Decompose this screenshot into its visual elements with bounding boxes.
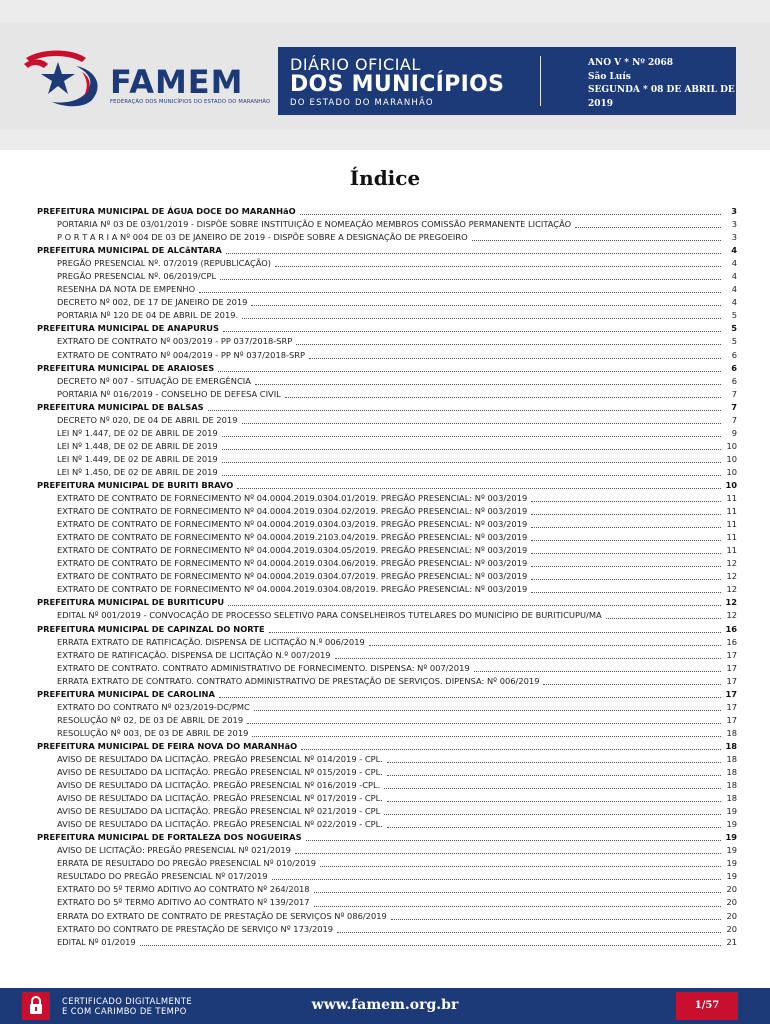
index-page-number: 19 [726,871,737,882]
diario-title-line2: DOS MUNICÍPIOS [290,72,505,97]
dot-leader [314,892,721,893]
index-page-number: 6 [731,349,737,360]
dot-leader [387,762,721,763]
index-item-title: EXTRATO DO 5º TERMO ADITIVO AO CONTRATO Nº 139/2017 [57,897,310,908]
dot-leader [369,645,721,646]
index-list [37,205,737,949]
dot-leader [222,436,721,437]
index-page-number: 4 [731,271,737,282]
index-item-row[interactable] [37,570,737,583]
index-item-title: DECRETO Nº 020, DE 04 DE ABRIL DE 2019 [57,414,238,425]
dot-leader [384,788,721,789]
index-page-number: 5 [731,336,737,347]
index-item-row[interactable] [37,296,737,309]
dot-leader [387,827,721,828]
index-item-title: DECRETO Nº 007 - SITUAÇÃO DE EMERGÊNCIA [57,375,251,386]
index-section-row[interactable] [37,244,737,257]
index-item-title: PREGÃO PRESENCIAL Nº. 07/2019 (REPUBLICAÇÃO) [57,258,272,269]
index-section-row[interactable] [37,623,737,636]
index-item-row[interactable] [37,870,737,883]
index-page-number: 19 [726,858,737,869]
dot-leader [226,253,721,254]
index-item-row[interactable] [37,453,737,466]
dot-leader [314,906,721,907]
index-page-number: 3 [731,206,737,216]
index-item-title: PORTARIA Nº 03 DE 03/01/2019 - DISPÕE SOBRE INSTITUIÇÃO E NOMEAÇÃO MEMBROS COMISSÃO PERMANENTE LICITAÇÃO [57,219,572,230]
index-item-row[interactable] [37,662,737,675]
index-page-number: 10 [726,453,737,464]
index-page-number: 17 [726,662,737,673]
dot-leader [242,318,721,319]
index-item-row[interactable] [37,857,737,870]
index-item-title: AVISO DE LICITAÇÃO: PREGÃO PRESENCIAL Nº 021/2019 [57,845,291,856]
dot-leader [531,514,721,515]
index-page-number: 11 [726,506,737,517]
dot-leader [295,853,721,854]
index-page-number: 11 [726,519,737,530]
index-item-title: LEI Nº 1.447, DE 02 DE ABRIL DE 2019 [57,427,218,438]
index-item-row[interactable] [37,309,737,322]
index-item-row[interactable] [37,714,737,727]
index-section-title: PREFEITURA MUNICIPAL DE BURITICUPU [37,597,225,608]
dot-leader [252,736,721,737]
dot-leader [255,384,721,385]
index-page-number: 4 [731,258,737,269]
index-section-row[interactable] [37,205,737,218]
index-item-title: EXTRATO DE CONTRATO DE FORNECIMENTO Nº 04.0004.2019.2103.04/2019. PREGÃO PRESENCIAL: Nº 003/2019 [57,532,528,543]
dot-leader [296,344,721,345]
index-item-title: AVISO DE RESULTADO DA LICITAÇÃO. PREGÃO PRESENCIAL Nº 014/2019 - CPL. [57,753,383,764]
index-section-title: PREFEITURA MUNICIPAL DE CAROLINA [37,688,215,699]
index-item-row[interactable] [37,636,737,649]
index-section-title: PREFEITURA MUNICIPAL DE FEIRA NOVA DO MARANHãO [37,740,298,751]
index-item-title: RESOLUÇÃO Nº 02, DE 03 DE ABRIL DE 2019 [57,714,244,725]
index-section-row[interactable] [37,479,737,492]
dot-leader [320,866,721,867]
dot-leader [391,919,721,920]
index-section-row[interactable] [37,831,737,844]
page-number: 1/57 [694,1000,720,1011]
index-item-row[interactable] [37,427,737,440]
issue-info [588,57,736,111]
index-item-title: P O R T A R I A Nº 004 DE 03 DE JANEIRO DE 2019 - DISPÕE SOBRE A DESIGNAÇÃO DE PREGOEIRO [57,232,468,243]
index-item-title: RESENHA DA NOTA DE EMPENHO [57,284,196,295]
index-item-row[interactable] [37,557,737,570]
index-item-title: AVISO DE RESULTADO DA LICITAÇÃO. PREGÃO PRESENCIAL Nº 022/2019 - CPL. [57,819,383,830]
index-section-title: PREFEITURA MUNICIPAL DE ANAPURUS [37,323,219,334]
dot-leader [285,397,721,398]
index-page-number: 16 [726,636,737,647]
dot-leader [222,462,721,463]
dot-leader [140,945,721,946]
index-page-number: 20 [726,897,737,908]
index-page-number: 10 [726,440,737,451]
index-page-number: 12 [726,610,737,621]
index-page-number: 6 [731,375,737,386]
index-page-number: 12 [726,558,737,569]
index-section-title: PREFEITURA MUNICIPAL DE ALCâNTARA [37,245,222,256]
index-item-row[interactable] [37,218,737,231]
page-footer [0,988,770,1024]
index-page-number: 10 [725,479,737,490]
dot-leader [335,658,721,659]
index-item-row[interactable] [37,283,737,296]
index-item-row[interactable] [37,388,737,401]
dot-leader [474,671,721,672]
famem-logo [22,44,271,114]
index-item-row[interactable] [37,844,737,857]
index-item-row[interactable] [37,349,737,362]
index-section-title: PREFEITURA MUNICIPAL DE ÁGUA DOCE DO MARANHãO [37,206,296,216]
index-item-title: EXTRATO DE CONTRATO DE FORNECIMENTO Nº 04.0004.2019.0304.02/2019. PREGÃO PRESENCIAL: Nº 003/2019 [57,506,528,517]
index-page-number: 7 [731,414,737,425]
index-item-title: EXTRATO DE CONTRATO Nº 003/2019 - PP 037/2018-SRP [57,336,293,347]
index-item-row[interactable] [37,375,737,388]
famem-star-icon [22,44,112,114]
index-item-title: ERRATA EXTRATO DE CONTRATO. CONTRATO ADMINISTRATIVO DE PRESTAÇÃO DE SERVIÇOS. DIPENSA: Nº 006/2019 [57,675,540,686]
dot-leader [306,840,721,841]
index-page-number: 12 [726,584,737,595]
index-item-title: ERRATA EXTRATO DE RATIFICAÇÃO. DISPENSA DE LICITAÇÃO N.º 006/2019 [57,636,365,647]
index-item-title: EXTRATO DE CONTRATO DE FORNECIMENTO Nº 04.0004.2019.0304.03/2019. PREGÃO PRESENCIAL: Nº 003/2019 [57,519,528,530]
dot-leader [384,814,721,815]
index-page-number: 18 [726,727,737,738]
index-page-number: 19 [726,819,737,830]
index-item-row[interactable] [37,544,737,557]
index-page-number: 20 [726,910,737,921]
index-item-row[interactable] [37,649,737,662]
index-page-number: 4 [731,297,737,308]
index-item-row[interactable] [37,609,737,622]
dot-leader [531,553,721,554]
issue-number: ANO V * Nº 2068 [588,58,674,68]
dot-leader [228,605,721,606]
index-page-number: 11 [726,545,737,556]
index-item-title: EXTRATO DE CONTRATO DE FORNECIMENTO Nº 04.0004.2019.0304.06/2019. PREGÃO PRESENCIAL: Nº 003/2019 [57,558,528,569]
dot-leader [237,488,721,489]
index-item-row[interactable] [37,257,737,270]
index-page-number: 12 [725,597,737,608]
index-page-number: 12 [726,571,737,582]
index-section-row[interactable] [37,362,737,375]
index-item-title: AVISO DE RESULTADO DA LICITAÇÃO. PREGÃO PRESENCIAL Nº 015/2019 - CPL. [57,767,383,778]
dot-leader [531,501,721,502]
index-page-number: 11 [726,493,737,504]
dot-leader [269,632,721,633]
index-item-title: EXTRATO DO CONTRATO Nº 023/2019-DC/PMC [57,701,250,712]
index-page-number: 17 [726,675,737,686]
dot-leader [337,932,721,933]
index-page-number: 9 [731,427,737,438]
dot-leader [254,710,721,711]
dot-leader [208,410,721,411]
index-item-title: EXTRATO DO CONTRATO DE PRESTAÇÃO DE SERVIÇO Nº 173/2019 [57,923,334,934]
index-page-number: 17 [726,714,737,725]
index-page-number: 20 [726,923,737,934]
index-item-row[interactable] [37,727,737,740]
index-page-number: 19 [726,845,737,856]
dot-leader [247,723,721,724]
index-section-row[interactable] [37,596,737,609]
index-item-title: EXTRATO DE CONTRATO DE FORNECIMENTO Nº 04.0004.2019.0304.01/2019. PREGÃO PRESENCIAL: Nº 003/2019 [57,493,528,504]
index-item-row[interactable] [37,231,737,244]
issue-date: SEGUNDA * 08 DE ABRIL DE 2019 [588,85,735,109]
index-page-number: 5 [731,323,737,334]
index-item-title: LEI Nº 1.450, DE 02 DE ABRIL DE 2019 [57,466,218,477]
index-item-row[interactable] [37,779,737,792]
index-page-number: 7 [731,401,737,412]
issue-city: São Luís [588,71,631,82]
index-item-title: ERRATA DE RESULTADO DO PREGÃO PRESENCIAL Nº 010/2019 [57,858,317,869]
index-page-number: 4 [731,284,737,295]
index-item-row[interactable] [37,505,737,518]
index-item-row[interactable] [37,335,737,348]
index-page-number: 18 [726,793,737,804]
index-item-title: EXTRATO DO 5º TERMO ADITIVO AO CONTRATO Nº 264/2018 [57,884,310,895]
index-item-row[interactable] [37,440,737,453]
dot-leader [301,749,721,750]
index-section-title: PREFEITURA MUNICIPAL DE BALSAS [37,401,204,412]
index-item-title: RESULTADO DO PREGÃO PRESENCIAL Nº 017/2019 [57,871,268,882]
index-item-row[interactable] [37,414,737,427]
index-section-row[interactable] [37,688,737,701]
index-page-number: 17 [726,649,737,660]
index-item-row[interactable] [37,531,737,544]
index-item-title: RESOLUÇÃO Nº 003, DE 03 DE ABRIL DE 2019 [57,727,249,738]
index-section-title: PREFEITURA MUNICIPAL DE BURITI BRAVO [37,479,234,490]
index-page-number: 17 [725,688,737,699]
dot-leader [472,240,721,241]
dot-leader [387,801,721,802]
index-item-row[interactable] [37,805,737,818]
index-section-row[interactable] [37,740,737,753]
index-page-number: 21 [726,936,737,947]
index-section-title: PREFEITURA MUNICIPAL DE CAPINZAL DO NORTE [37,623,265,634]
index-page-number: 18 [726,767,737,778]
index-item-title: EDITAL Nº 001/2019 - CONVOCAÇÃO DE PROCESSO SELETIVO PARA CONSELHEIROS TUTELARES DO MUNICÍPIO DE BURITICUPU/MA [57,610,602,621]
index-item-row[interactable] [37,936,737,949]
index-page-number: 18 [726,753,737,764]
index-item-row[interactable] [37,753,737,766]
index-page-number: 6 [731,362,737,373]
index-item-title: LEI Nº 1.449, DE 02 DE ABRIL DE 2019 [57,453,218,464]
index-item-row[interactable] [37,910,737,923]
index-item-title: PORTARIA Nº 016/2019 - CONSELHO DE DEFESA CIVIL [57,388,281,399]
index-page-number: 18 [725,740,737,751]
index-section-row[interactable] [37,322,737,335]
dot-leader [223,331,721,332]
index-page-number: 10 [726,466,737,477]
index-page-number: 17 [726,701,737,712]
dot-leader [543,684,721,685]
index-item-row[interactable] [37,492,737,505]
index-item-title: PORTARIA Nº 120 DE 04 DE ABRIL DE 2019. [57,310,239,321]
index-section-title: PREFEITURA MUNICIPAL DE ARAIOSES [37,362,215,373]
page-title: Índice [349,166,421,190]
dot-leader [309,358,721,359]
dot-leader [275,266,721,267]
index-item-row[interactable] [37,883,737,896]
dot-leader [531,527,721,528]
dot-leader [531,540,721,541]
cert-line-2: E COM CARIMBO DE TEMPO [62,1006,187,1016]
index-page-number: 19 [726,806,737,817]
index-item-row[interactable] [37,818,737,831]
index-page-number: 3 [731,232,737,243]
index-page-number: 4 [731,245,737,256]
index-item-title: ERRATA DO EXTRATO DE CONTRATO DE PRESTAÇÃO DE SERVIÇOS Nº 086/2019 [57,910,387,921]
dot-leader [218,371,721,372]
dot-leader [219,697,721,698]
index-section-title: PREFEITURA MUNICIPAL DE FORTALEZA DOS NOGUEIRAS [37,832,302,843]
index-item-title: EXTRATO DE CONTRATO. CONTRATO ADMINISTRATIVO DE FORNECIMENTO. DISPENSA: Nº 007/2019 [57,662,470,673]
index-page-number: 20 [726,884,737,895]
index-item-title: DECRETO Nº 002, DE 17 DE JANEIRO DE 2019 [57,297,248,308]
index-item-title: EXTRATO DE RATIFICAÇÃO. DISPENSA DE LICITAÇÃO N.º 007/2019 [57,649,331,660]
dot-leader [531,566,721,567]
cert-line-1: CERTIFICADO DIGITALMENTE [62,996,193,1006]
dot-leader [199,292,721,293]
dot-leader [531,592,721,593]
index-item-title: LEI Nº 1.448, DE 02 DE ABRIL DE 2019 [57,440,218,451]
dot-leader [222,475,721,476]
footer-url-link[interactable]: www.famem.org.br [311,997,459,1013]
index-item-row[interactable] [37,923,737,936]
index-item-row[interactable] [37,583,737,596]
index-page-number: 18 [726,780,737,791]
dot-leader [242,423,722,424]
index-page-number: 5 [731,310,737,321]
index-item-title: PREGÃO PRESENCIAL Nº. 06/2019/CPL [57,271,217,282]
index-item-title: EXTRATO DE CONTRATO DE FORNECIMENTO Nº 04.0004.2019.0304.05/2019. PREGÃO PRESENCIAL: Nº 003/2019 [57,545,528,556]
logo-wordmark: FAMEM [110,63,244,101]
index-item-title: AVISO DE RESULTADO DA LICITAÇÃO. PREGÃO PRESENCIAL Nº 021/2019 - CPL [57,806,381,817]
index-item-title: EXTRATO DE CONTRATO DE FORNECIMENTO Nº 04.0004.2019.0304.07/2019. PREGÃO PRESENCIAL: Nº 003/2019 [57,571,528,582]
dot-leader [272,879,721,880]
dot-leader [251,305,721,306]
index-section-row[interactable] [37,401,737,414]
index-item-title: EDITAL Nº 01/2019 [57,936,136,947]
index-item-row[interactable] [37,518,737,531]
index-page-number: 11 [726,532,737,543]
page-number-badge [676,992,738,1020]
page-header [0,0,770,150]
index-page-number: 16 [725,623,737,634]
index-item-title: AVISO DE RESULTADO DA LICITAÇÃO. PREGÃO PRESENCIAL Nº 017/2019 - CPL. [57,793,383,804]
index-item-row[interactable] [37,766,737,779]
index-item-title: EXTRATO DE CONTRATO DE FORNECIMENTO Nº 04.0004.2019.0304.08/2019. PREGÃO PRESENCIAL: Nº 003/2019 [57,584,528,595]
dot-leader [387,775,721,776]
dot-leader [220,279,721,280]
dot-leader [575,227,721,228]
diario-title-line3: DO ESTADO DO MARANHÃO [290,98,434,108]
diario-banner [278,47,736,115]
index-item-row[interactable] [37,701,737,714]
dot-leader [300,214,721,215]
dot-leader [606,618,721,619]
dot-leader [531,579,721,580]
index-page-number: 3 [731,219,737,230]
index-item-row[interactable] [37,675,737,688]
dot-leader [222,449,721,450]
index-page-number: 7 [731,388,737,399]
index-item-row[interactable] [37,792,737,805]
index-page-number: 19 [725,832,737,843]
index-item-row[interactable] [37,896,737,909]
index-item-row[interactable] [37,466,737,479]
banner-divider [540,56,541,106]
index-item-title: AVISO DE RESULTADO DA LICITAÇÃO. PREGÃO PRESENCIAL Nº 016/2019 -CPL. [57,780,381,791]
index-item-title: EXTRATO DE CONTRATO Nº 004/2019 - PP Nº 037/2018-SRP [57,349,306,360]
logo-subtitle: FEDERAÇÃO DOS MUNICÍPIOS DO ESTADO DO MARANHÃO [110,99,271,105]
index-item-row[interactable] [37,270,737,283]
diario-title-line1: DIÁRIO OFICIAL [290,55,421,74]
